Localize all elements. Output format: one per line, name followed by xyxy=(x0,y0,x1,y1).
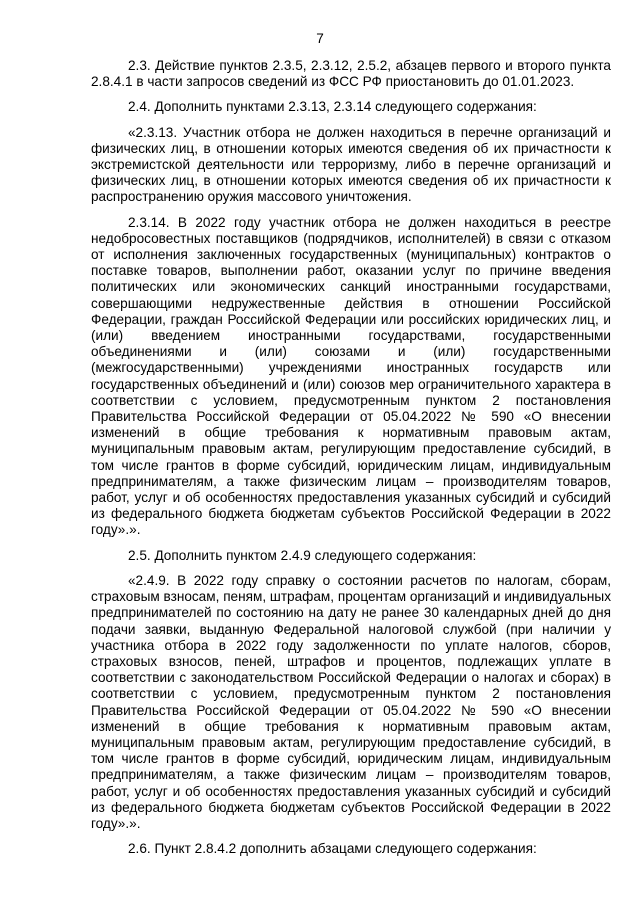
page-number: 7 xyxy=(316,31,324,46)
paragraph-2-6: 2.6. Пункт 2.8.4.2 дополнить абзацами следующего содержания: xyxy=(128,841,537,857)
paragraph-2-4: 2.4. Дополнить пунктами 2.3.13, 2.3.14 следующего содержания: xyxy=(128,99,537,115)
paragraph-2-4-9: «2.4.9. В 2022 году справку о состоянии расчетов по налогам, сборам, страховым взносам, пеням, штрафам, процентам организаций и индивидуальных предпринимателей по состоянию на дату не ранее 30 календарных дней до дня подачи заявки, выданную Федеральной налоговой службой (при наличии у участника отбора в 2022 году задолженности по уплате налогов, сборов, страховых взносов, пеней, штрафов и процентов, подлежащих уплате в соответствии с законодательством Российской Федерации о налогах и сборах) в соответствии с условием, предусмотренным пунктом 2 постановления Правительства Российской Федерации от 05.04.2022 № 590 «О внесении изменений в общие требования к нормативным правовым актам, муниципальным правовым актам, регулирующим предоставление субсидий, в том числе грантов в форме субсидий, юридическим лицам, индивидуальным предпринимателям, а также физическим лицам – производителям товаров, работ, услуг и об особенностях предоставления указанных субсидий и субсидий из федерального бюджета бюджетам субъектов Российской Федерации в 2022 году».». xyxy=(91,572,611,831)
paragraph-2-3-14: 2.3.14. В 2022 году участник отбора не должен находиться в реестре недобросовестных поставщиков (подрядчиков, исполнителей) в связи с отказом от исполнения заключенных государственных (муниципальных) контрактов о поставке товаров, выполнении работ, оказании услуг по причине введения политических или экономических санкций иностранными государствами, совершающими недружественные действия в отношении Российской Федерации, граждан Российской Федерации или российских юридических лиц, и (или) введением иностранными государствами, государственными объединениями и (или) союзами и (или) государственными (межгосударственными) учреждениями иностранных государств или государственных объединений и (или) союзов мер ограничительного характера в соответствии с условием, предусмотренным пунктом 2 постановления Правительства Российской Федерации от 05.04.2022 № 590 «О внесении изменений в общие требования к нормативным правовым актам, муниципальным правовым актам, регулирующим предоставление субсидий, в том числе грантов в форме субсидий, юридическим лицам, индивидуальным предпринимателям, а также физическим лицам – производителям товаров, работ, услуг и об особенностях предоставления указанных субсидий и субсидий из федерального бюджета бюджетам субъектов Российской Федерации в 2022 году».». xyxy=(91,214,611,538)
document-body xyxy=(91,58,611,857)
paragraph-2-5: 2.5. Дополнить пунктом 2.4.9 следующего содержания: xyxy=(128,547,477,563)
paragraph-2-3: 2.3. Действие пунктов 2.3.5, 2.3.12, 2.5.2, абзацев первого и второго пункта 2.8.4.1 в части запросов сведений из ФСС РФ приостановить до 01.01.2023. xyxy=(91,58,611,90)
paragraph-2-3-13: «2.3.13. Участник отбора не должен находиться в перечне организаций и физических лиц, в отношении которых имеются сведения об их причастности к экстремистской деятельности или терроризму, либо в перечне организаций и физических лиц, в отношении которых имеются сведения об их причастности к распространению оружия массового уничтожения. xyxy=(91,124,611,205)
